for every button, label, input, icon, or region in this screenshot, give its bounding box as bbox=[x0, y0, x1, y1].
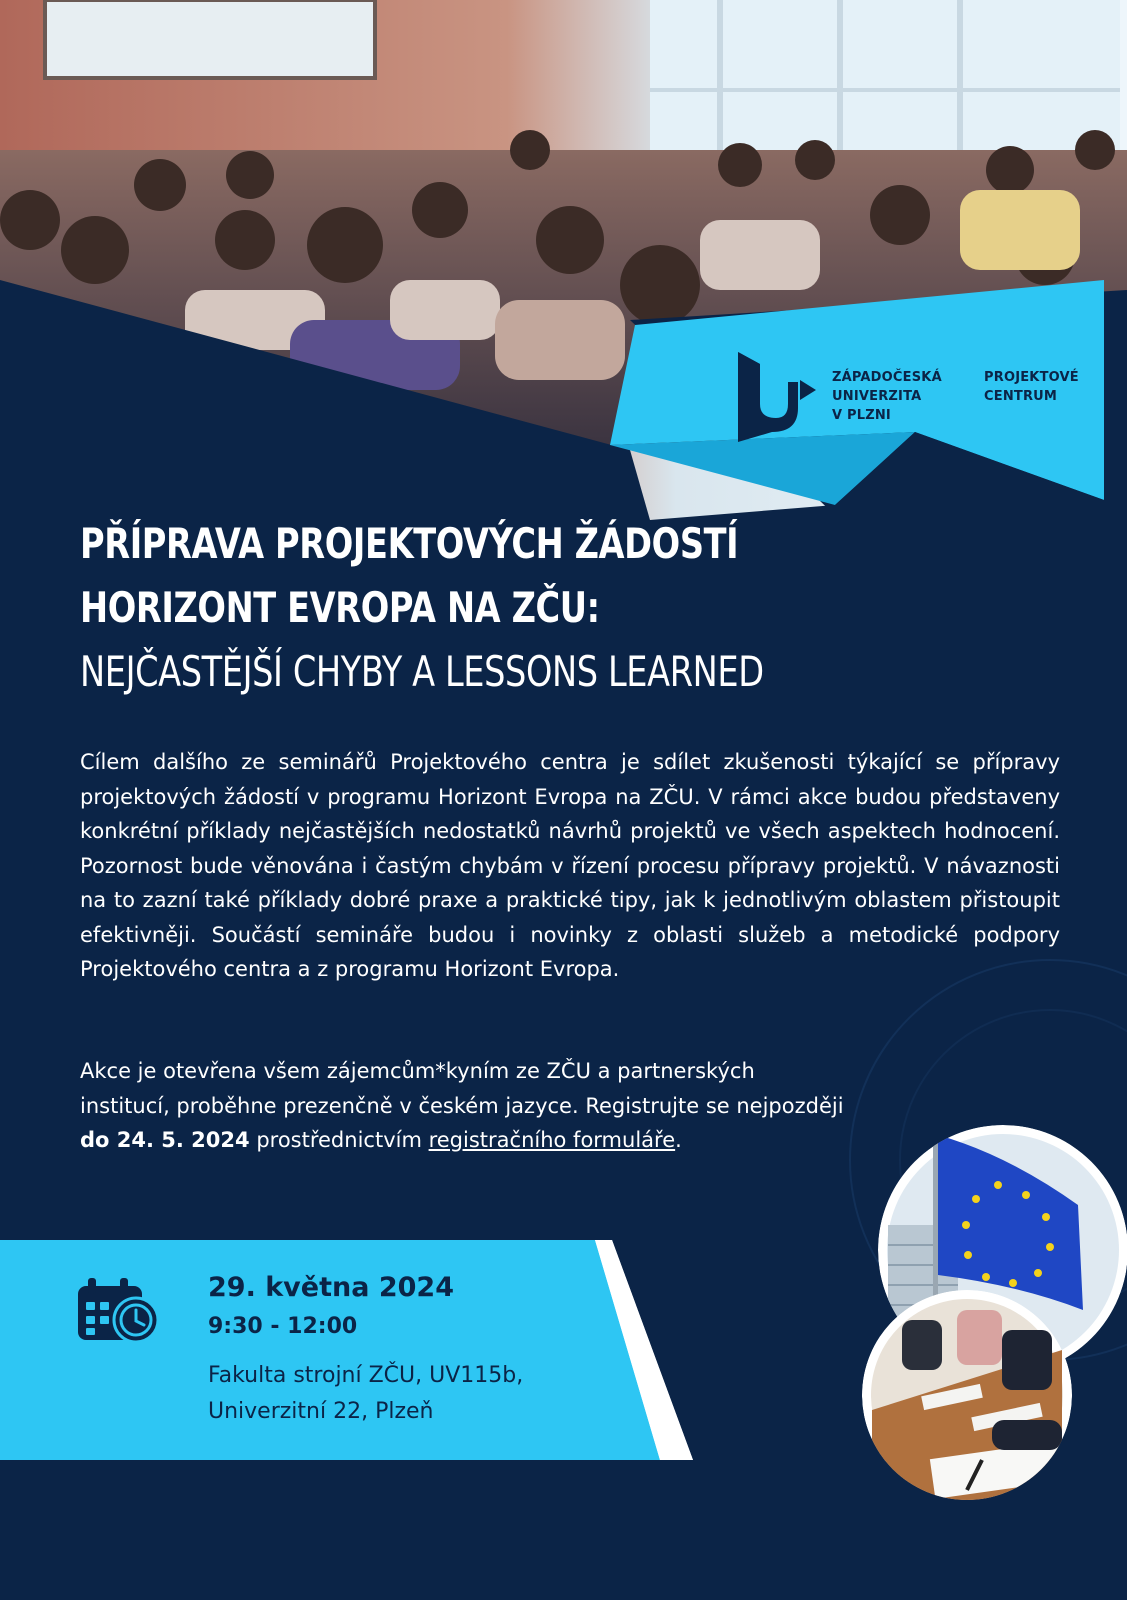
event-place-line-2: Univerzitní 22, Plzeň bbox=[208, 1399, 434, 1424]
event-place-line-1: Fakulta strojní ZČU, UV115b, bbox=[208, 1363, 524, 1388]
hero-photo bbox=[0, 0, 1127, 520]
registration-text-1: Akce je otevřena všem zájemcům*kyním ze ZČU a partnerských bbox=[80, 1059, 755, 1083]
page-title bbox=[80, 512, 1040, 704]
calendar-clock-icon bbox=[78, 1278, 162, 1344]
meeting-photo bbox=[862, 1290, 1072, 1500]
title-line-3: NEJČASTĚJŠÍ CHYBY A LESSONS LEARNED bbox=[80, 647, 764, 696]
intro-paragraph: Cílem dalšího ze seminářů Projektového centra je sdílet zkušenosti týkající se přípravy projektových žádostí v programu Horizont Evropa na ZČU. V rámci akce budou představeny konkrétní příklady nejčastějších nedostatků návrhů projektů ve všech aspektech hodnocení. Pozornost bude věnována i častým chybám v řízení procesu přípravy projektů. V návaznosti na to zazní také příklady dobré praxe a praktické tipy, jak k jednotlivým oblastem přistoupit efektivněji. Součástí semináře budou i novinky z oblasti služeb a metodické podpory Projektového centra a z programu Horizont Evropa. bbox=[80, 750, 1060, 981]
registration-text-2: institucí, proběhne prezenčně v českém jazyce. Registrujte se nejpozději bbox=[80, 1093, 844, 1118]
registration-form-link[interactable]: registračního formuláře bbox=[428, 1128, 676, 1152]
event-place bbox=[208, 1358, 523, 1430]
title-line-1: PŘÍPRAVA PROJEKTOVÝCH ŽÁDOSTÍ bbox=[80, 519, 739, 568]
registration-deadline: do 24. 5. 2024 bbox=[80, 1128, 250, 1152]
event-time: 9:30 - 12:00 bbox=[208, 1314, 358, 1339]
registration-end: . bbox=[675, 1128, 682, 1152]
university-name: ZÁPADOČESKÁ UNIVERZITA V PLZNI bbox=[832, 370, 942, 423]
event-date: 29. května 2024 bbox=[208, 1272, 454, 1303]
registration-middle: prostřednictvím bbox=[249, 1128, 429, 1152]
zcu-logo-icon bbox=[738, 352, 818, 442]
university-logo bbox=[738, 352, 1098, 442]
project-center-name: PROJEKTOVÉ CENTRUM bbox=[984, 370, 1079, 404]
title-line-2: HORIZONT EVROPA NA ZČU: bbox=[80, 583, 600, 632]
